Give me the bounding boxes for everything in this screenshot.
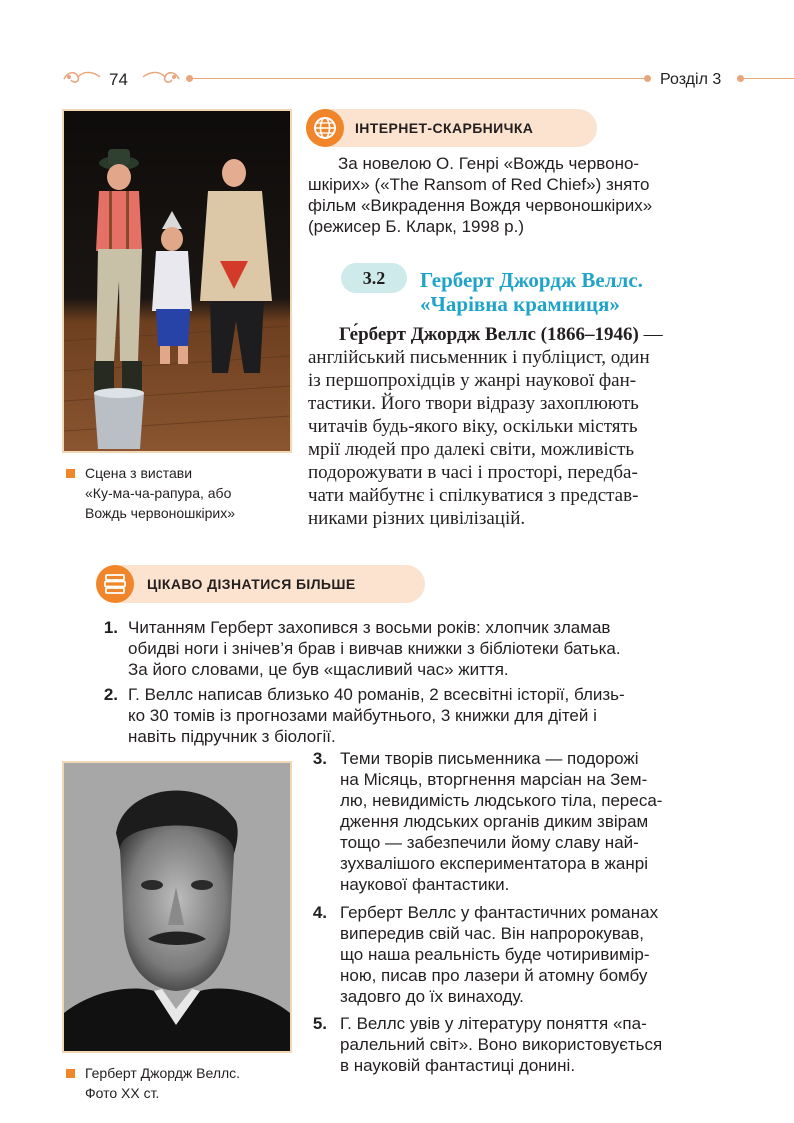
books-icon [96, 565, 134, 603]
list-line: наукової фантастики. [340, 875, 510, 894]
internet-line: (режисер Б. Кларк, 1998 р.) [308, 217, 524, 236]
bio-lead: Ге́рберт Джордж Веллс (1866–1946) [339, 324, 639, 345]
bio-line: — [638, 324, 663, 345]
header-ornament-right [141, 67, 183, 87]
list-line: в науковій фантастиці донині. [340, 1056, 576, 1075]
list-line: Герберт Веллс у фантастичних романах [340, 903, 659, 922]
list-line: навіть підручник з біології. [128, 727, 336, 746]
caption-line: Сцена з вистави [85, 465, 193, 481]
caption-line: Герберт Джордж Веллс. [85, 1065, 241, 1081]
list-number: 1. [103, 618, 118, 637]
list-number: 4. [312, 903, 327, 922]
list-line: За його словами, це був «щасливий час» життя. [128, 660, 509, 679]
list-line: дження людських органів диким звірам [340, 812, 649, 831]
list-line: ною, писав про лазери й атомну бомбу [340, 966, 648, 985]
section-title-line: «Чарівна крамниця» [420, 292, 620, 316]
list-line: задовго до їх винаходу. [340, 987, 524, 1006]
bio-line: із першопрохідців у жанрі наукової фан- [308, 370, 637, 391]
list-item [305, 748, 726, 895]
internet-line: шкірих» («The Ransom of Red Chief») знято [308, 175, 650, 194]
caption-line: Вождь червоношкірих» [85, 505, 235, 521]
section-title [420, 268, 643, 316]
bio-line: никами різних цивілізацій. [308, 508, 526, 529]
header-ornament-left [60, 67, 102, 87]
internet-line: За новелою О. Генрі «Вождь червоно- [338, 154, 640, 173]
header-dot-far [737, 75, 744, 82]
list-line: Читанням Герберт захопився з восьми років: хлопчик зламав [128, 618, 611, 637]
list-number: 2. [103, 685, 118, 704]
section-title-line: Герберт Джордж Веллс. [420, 268, 643, 292]
list-line: Г. Веллс увів у літературу поняття «па- [340, 1014, 647, 1033]
list-item [96, 684, 726, 747]
globe-icon [306, 109, 344, 147]
list-line: Г. Веллс написав близько 40 романів, 2 всесвітні історії, близь- [128, 685, 625, 704]
wells-portrait-photo [62, 761, 292, 1053]
bio-paragraph [308, 323, 726, 530]
section-number-badge: 3.2 [341, 263, 407, 293]
stage-scene-photo [62, 109, 292, 453]
list-line: зухвалішого експериментатора в жанрі [340, 854, 648, 873]
list-number: 3. [312, 749, 327, 768]
list-line: обидві ноги і знічев’я брав і вивчав книжки з бібліотеки батька. [128, 639, 621, 658]
caption-bullet-2 [66, 1069, 75, 1078]
list-line: лю, невидимість людського тіла, переса- [340, 791, 663, 810]
caption-line: «Ку-ма-ча-рапура, або [85, 485, 232, 501]
list-line: на Місяць, вторгнення марсіан на Зем- [340, 770, 648, 789]
list-line: випередив свій час. Він напророкував, [340, 924, 644, 943]
list-number: 5. [312, 1014, 327, 1033]
bio-line: тастики. Його твори відразу захоплюють [308, 393, 639, 414]
header-rule-right [744, 78, 794, 79]
internet-paragraph [308, 153, 726, 237]
section-label: Розділ 3 [660, 71, 722, 88]
internet-line: фільм «Викрадення Вождя червоношкірих» [308, 196, 653, 215]
internet-title: ІНТЕРНЕТ-СКАРБНИЧКА [355, 120, 534, 136]
list-line: тощо — забезпечили йому славу най- [340, 833, 639, 852]
stage-photo-caption [85, 463, 295, 523]
bio-line: мрії людей про далекі світи, можливість [308, 439, 635, 460]
list-item [305, 1013, 726, 1076]
page-number: 74 [109, 70, 128, 89]
list-item [305, 902, 726, 1007]
portrait-caption [85, 1063, 295, 1103]
list-item [96, 617, 726, 680]
more-title: ЦІКАВО ДІЗНАТИСЯ БІЛЬШЕ [147, 576, 356, 592]
header-dot-right [644, 75, 651, 82]
bio-line: читачів будь-якого віку, оскільки містять [308, 416, 638, 437]
bio-line: подорожувати в часі і просторі, передба- [308, 462, 638, 483]
bio-line: англійський письменник і публіцист, один [308, 347, 650, 368]
bio-line: чати майбутнє і спілкуватися з представ- [308, 485, 639, 506]
list-line: ко 30 томів із прогнозами майбутнього, 3 книжки для дітей і [128, 706, 597, 725]
caption-line: Фото ХХ ст. [85, 1085, 160, 1101]
list-line: Теми творів письменника — подорожі [340, 749, 639, 768]
caption-bullet-1 [66, 469, 75, 478]
list-line: що наша реальність буде чотиривимір- [340, 945, 650, 964]
header-rule [192, 78, 644, 79]
list-line: ралельний світ». Воно використовується [340, 1035, 663, 1054]
